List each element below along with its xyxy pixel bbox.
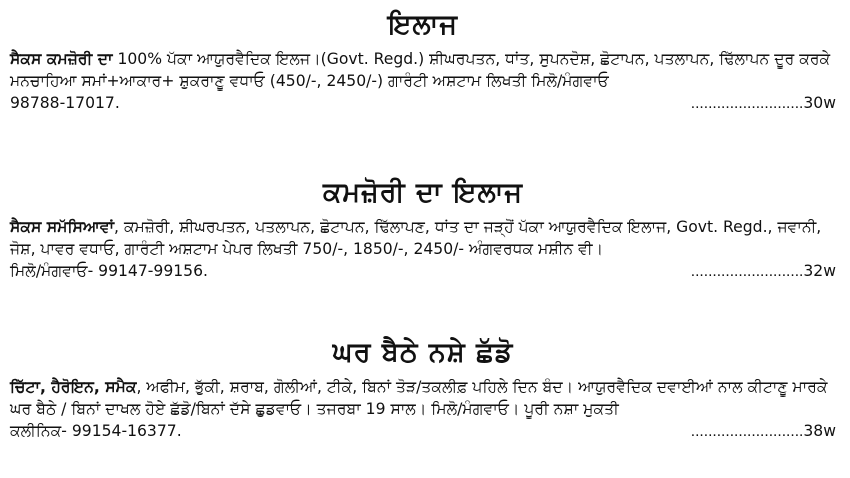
ad-dots: .......................... <box>690 95 804 112</box>
ad-heading: ਇਲਾਜ <box>387 9 459 40</box>
ad-body <box>10 376 836 420</box>
ad-code-wrap <box>691 420 836 443</box>
ad-code-wrap <box>691 92 836 115</box>
ad-contact: 98788-17017. <box>10 94 120 112</box>
ad-dots: .......................... <box>690 263 804 280</box>
ad-code: 30w <box>803 94 836 112</box>
ad-contact: ਕਲੀਨਿਕ- 99154-16377. <box>10 422 182 440</box>
ad-footer <box>10 420 836 443</box>
ad-lead: ਸੈਕਸ ਸਮੱਸਿਆਵਾਂ <box>10 218 115 236</box>
ad-text: , ਅਫੀਮ, ਭੁੱਕੀ, ਸ਼ਰਾਬ, ਗੋਲੀਆਂ, ਟੀਕੇ, ਬਿਨਾਂ ਤੋੜ/ਤਕਲੀਫ਼ ਪਹਿਲੇ ਦਿਨ ਬੰਦ। ਆਯੁਰਵੈਦਿਕ ਦਵਾਈਆਂ ਨਾਲ ਕੀਟਾਣੂ ਮਾਰਕੇ ਘਰ ਬੈਠੇ / ਬਿਨਾਂ ਦਾਖਲ ਹੋਏ ਛੱਡੋ/ਬਿਨਾਂ ਦੱਸੇ ਛੁਡਵਾਓ। ਤਜਰਬਾ 19 ਸਾਲ। ਮਿਲੋ/ਮੰਗਵਾਓ। ਪੂਰੀ ਨਸ਼ਾ ਮੁਕਤੀ <box>10 378 828 418</box>
ad-lead: ਸੈਕਸ ਕਮਜ਼ੋਰੀ ਦਾ <box>10 50 113 68</box>
ad-body <box>10 216 836 260</box>
ad-heading: ਘਰ ਬੈਠੇ ਨਸ਼ੇ ਛੱਡੋ <box>332 337 514 368</box>
ad-text: , ਕਮਜ਼ੋਰੀ, ਸ਼ੀਘਰਪਤਨ, ਪਤਲਾਪਨ, ਛੋਟਾਪਨ, ਢਿੱਲਾਪਣ, ਧਾਂਤ ਦਾ ਜੜ੍ਹੋਂ ਪੱਕਾ ਆਯੁਰਵੈਦਿਕ ਇਲਾਜ, Govt. Regd., ਜਵਾਨੀ, ਜੋਸ਼, ਪਾਵਰ ਵਧਾਓ, ਗਾਰੰਟੀ ਅਸ਼ਟਾਮ ਪੇਪਰ ਲਿਖਤੀ 750/-, 1850/-, 2450/- ਅੰਗਵਰਧਕ ਮਸ਼ੀਨ ਵੀ। <box>10 218 822 258</box>
ad-contact: ਮਿਲੋ/ਮੰਗਵਾਓ- 99147-99156. <box>10 262 208 280</box>
ad-code: 32w <box>803 262 836 280</box>
ad-lead: ਚਿੱਟਾ, ਹੈਰੋਇਨ, ਸਮੈਕ <box>10 378 137 396</box>
ad-text: 100% ਪੱਕਾ ਆਯੁਰਵੈਦਿਕ ਇਲਜ।(Govt. Regd.) ਸ਼ੀਘਰਪਤਨ, ਧਾਂਤ, ਸੁਪਨਦੋਸ਼, ਛੋਟਾਪਨ, ਪਤਲਾਪਨ, ਢਿੱਲਾਪਨ ਦੂਰ ਕਰਕੇ ਮਨਚਾਹਿਆ ਸਮਾਂ+ਆਕਾਰ+ ਸ਼ੁਕਰਾਣੂ ਵਧਾਓ (450/-, 2450/-) ਗਾਰੰਟੀ ਅਸ਼ਟਾਮ ਲਿਖਤੀ ਮਿਲੋ/ਮੰਗਵਾਓ <box>10 50 831 90</box>
ad-code: 38w <box>803 422 836 440</box>
ad-body <box>10 48 836 92</box>
ad-dots: .......................... <box>690 423 804 440</box>
ad-nashe-chhado <box>10 336 836 443</box>
ad-footer <box>10 92 836 115</box>
ad-code-wrap <box>691 260 836 283</box>
ad-ilaaj <box>10 8 836 115</box>
ad-kamzori <box>10 176 836 283</box>
ad-footer <box>10 260 836 283</box>
ad-heading: ਕਮਜ਼ੋਰੀ ਦਾ ਇਲਾਜ <box>322 177 524 208</box>
